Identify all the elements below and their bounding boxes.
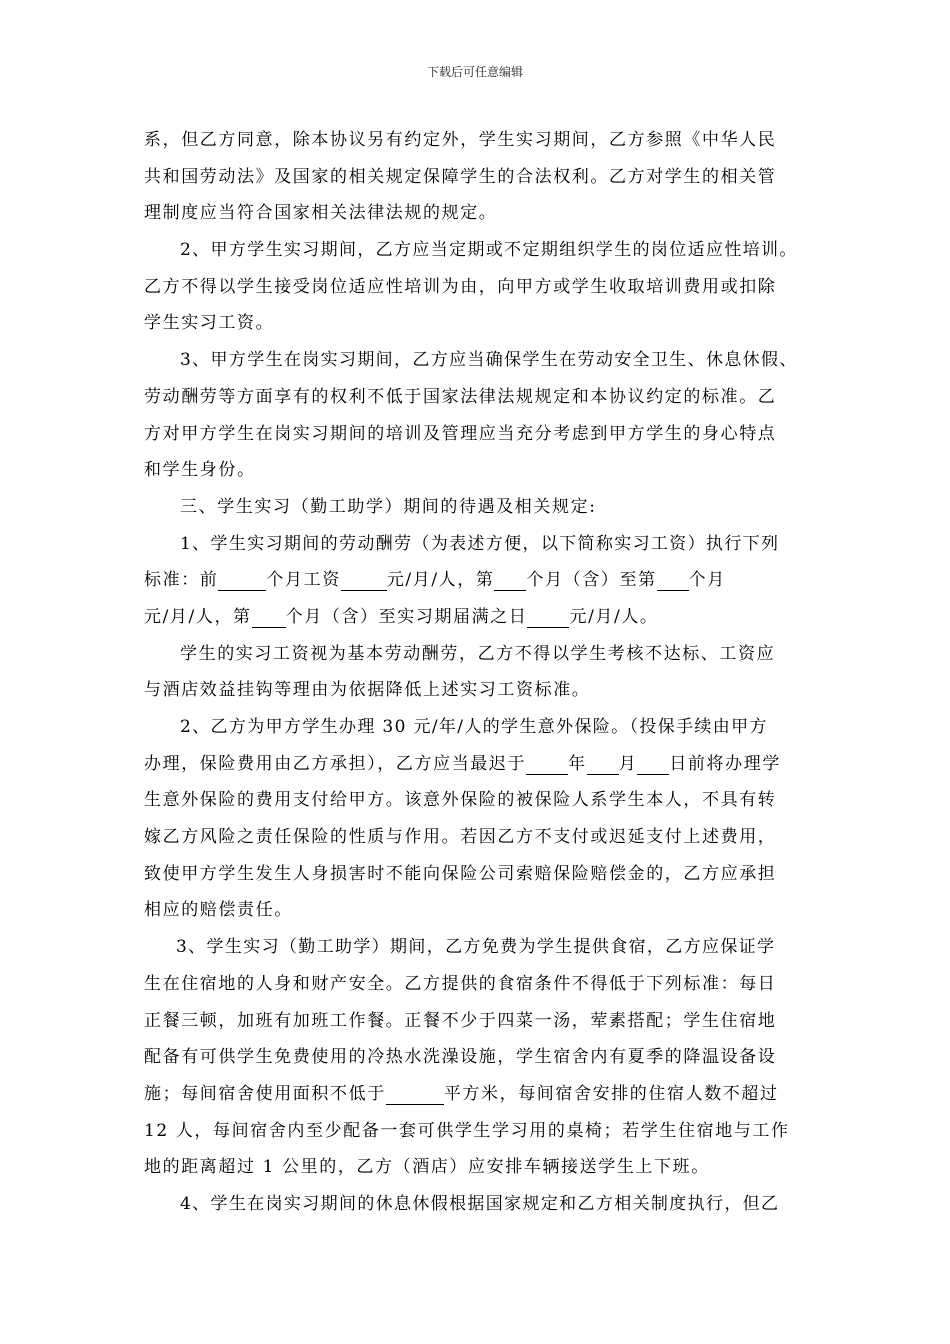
text-fragment: 个月 [688, 570, 726, 591]
text-line: 3、甲方学生在岗实习期间，乙方应当确保学生在劳动安全卫生、休息休假、 [180, 350, 798, 371]
text-line: 正餐三顿，加班有加班工作餐。正餐不少于四菜一汤，荤素搭配；学生住宿地 [144, 1010, 777, 1031]
text-line: 与酒店效益挂钩等理由为依据降低上述实习工资标准。 [144, 680, 591, 701]
text-line: 生意外保险的费用支付给甲方。该意外保险的被保险人系学生本人，不具有转 [144, 790, 777, 811]
text-fragment: 个月工资 [266, 570, 341, 591]
text-line: 嫁乙方风险之责任保险的性质与作用。若因乙方不支付或迟延支付上述费用， [144, 827, 777, 848]
text-fragment: 年 [568, 753, 587, 774]
text-line: 理制度应当符合国家相关法律法规的规定。 [144, 203, 498, 224]
text-fragment: 办理，保险费用由乙方承担），乙方应当最迟于 [144, 753, 527, 774]
text-line-with-blanks [144, 599, 810, 636]
text-line: 劳动酬劳等方面享有的权利不低于国家法律法规规定和本协议约定的标准。乙 [144, 386, 777, 407]
text-line: 共和国劳动法》及国家的相关规定保障学生的合法权利。乙方对学生的相关管 [144, 166, 777, 187]
text-line: 学生实习工资。 [144, 313, 275, 334]
fill-blank [218, 570, 266, 591]
text-fragment: 个月（含）至实习期届满之日 [285, 606, 528, 627]
document-body [144, 122, 810, 1223]
page-header: 下载后可任意编辑 [426, 65, 523, 79]
text-fragment: 元/月/人，第 [386, 570, 495, 591]
text-fragment: 日前将办理学 [669, 753, 781, 774]
text-fragment: 月 [618, 753, 638, 774]
fill-blank [657, 570, 689, 591]
text-line-with-blanks [144, 746, 810, 783]
text-line: 配备有可供学生免费使用的冷热水洗澡设施，学生宿舍内有夏季的降温设备设 [144, 1047, 777, 1068]
text-line: 1、学生实习期间的劳动酬劳（为表述方便，以下简称实习工资）执行下列 [180, 533, 780, 554]
fill-blank [341, 570, 387, 591]
text-line: 3、学生实习（勤工助学）期间，乙方免费为学生提供食宿，乙方应保证学 [176, 937, 776, 958]
text-fragment: 平方米，每间宿舍安排的住宿人数不超过 [443, 1083, 779, 1104]
text-line: 学生的实习工资视为基本劳动酬劳，乙方不得以学生考核不达标、工资应 [180, 643, 776, 664]
text-line: 地的距离超过 1 公里的，乙方（酒店）应安排车辆接送学生上下班。 [144, 1157, 710, 1178]
fill-blank [252, 607, 286, 628]
text-line: 相应的赔偿责任。 [144, 900, 293, 921]
text-line: 系，但乙方同意，除本协议另有约定外，学生实习期间，乙方参照《中华人民 [144, 130, 777, 150]
fill-blank [637, 754, 669, 775]
text-line: 4、学生在岗实习期间的休息休假根据国家规定和乙方相关制度执行，但乙 [180, 1193, 780, 1214]
fill-blank [527, 607, 569, 628]
text-line: 12 人，每间宿舍内至少配备一套可供学生学习用的桌椅；若学生住宿地与工作 [144, 1120, 790, 1141]
text-line: 2、乙方为甲方学生办理 30 元/年/人的学生意外保险。（投保手续由甲方 [180, 717, 768, 737]
text-line: 乙方不得以学生接受岗位适应性培训为由，向甲方或学生收取培训费用或扣除 [144, 276, 777, 297]
section-heading: 三、学生实习（勤工助学）期间的待遇及相关规定: [180, 496, 597, 517]
text-fragment: 元/月/人，第 [144, 606, 252, 627]
text-line: 致使甲方学生发生人身损害时不能向保险公司索赔保险赔偿金的，乙方应承担 [144, 863, 777, 884]
text-line: 和学生身份。 [144, 460, 256, 481]
text-line-with-blanks [144, 562, 810, 599]
text-line: 生在住宿地的人身和财产安全。乙方提供的食宿条件不得低于下列标准：每日 [144, 973, 777, 994]
text-fragment: 元/月/人。 [569, 606, 659, 627]
fill-blank [386, 1084, 444, 1105]
fill-blank [587, 754, 619, 775]
fill-blank [494, 570, 526, 591]
text-line: 2、甲方学生实习期间，乙方应当定期或不定期组织学生的岗位适应性培训。 [180, 240, 798, 261]
text-fragment: 个月（含）至第 [526, 570, 657, 591]
fill-blank [526, 754, 568, 775]
text-line-with-blanks [144, 1076, 810, 1113]
text-line: 方对甲方学生在岗实习期间的培训及管理应当充分考虑到甲方学生的身心特点 [144, 423, 777, 444]
text-fragment: 施；每间宿舍使用面积不低于 [144, 1083, 386, 1104]
text-fragment: 标准：前 [144, 570, 219, 591]
